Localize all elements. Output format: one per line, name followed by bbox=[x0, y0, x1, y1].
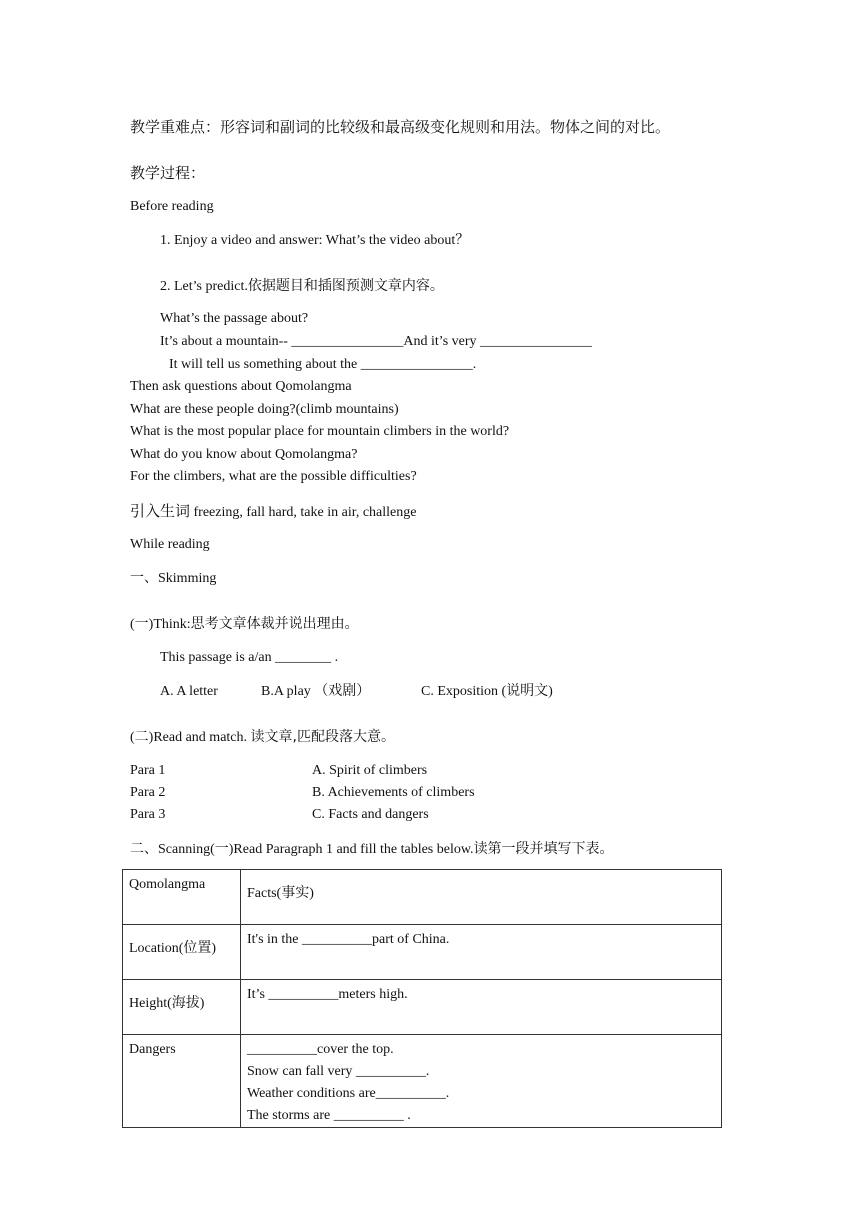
table-header-cell: Qomolangma bbox=[123, 870, 241, 925]
facts-table bbox=[122, 869, 722, 1128]
main-idea: C. Facts and dangers bbox=[312, 807, 429, 822]
think-task bbox=[130, 615, 359, 634]
question-line: What is the most popular place for mountain climbers in the world? bbox=[130, 424, 510, 439]
question-line: Then ask questions about Qomolangma bbox=[130, 379, 352, 394]
table-row bbox=[123, 870, 722, 925]
predict-line-1: What’s the passage about? bbox=[160, 311, 309, 326]
height-value: It’s __________meters high. bbox=[241, 980, 722, 1035]
para-label: Para 3 bbox=[130, 807, 166, 822]
row-label-location: Location(位置) bbox=[123, 925, 241, 980]
para-label: Para 2 bbox=[130, 785, 166, 800]
before-reading-heading: Before reading bbox=[130, 199, 214, 214]
match-task-en: (二)Read and match. bbox=[130, 730, 251, 745]
teaching-focus: 教学重难点：形容词和副词的比较级和最高级变化规则和用法。物体之间的对比。 bbox=[130, 118, 671, 136]
vocabulary-line bbox=[130, 502, 416, 522]
scanning-task bbox=[130, 840, 614, 859]
passage-blank: This passage is a/an ________ . bbox=[160, 650, 339, 665]
skimming-heading: 一、Skimming bbox=[130, 571, 217, 586]
match-task-cn: 读文章,匹配段落大意。 bbox=[250, 729, 395, 745]
option-b: B.A play （戏剧） bbox=[261, 684, 371, 699]
row-label-dangers: Dangers bbox=[123, 1035, 241, 1128]
table-header-cell: Facts(事实) bbox=[241, 870, 722, 925]
match-task bbox=[130, 728, 395, 747]
vocabulary-words: freezing, fall hard, take in air, challenge bbox=[190, 505, 417, 520]
main-idea: A. Spirit of climbers bbox=[312, 763, 428, 778]
question-2 bbox=[160, 277, 444, 296]
question-line: What do you know about Qomolangma? bbox=[130, 447, 358, 462]
question-2-cn: 依据题目和插图预测文章内容。 bbox=[247, 278, 444, 294]
vocabulary-label: 引入生词 bbox=[130, 502, 191, 520]
think-task-en: (一)Think: bbox=[130, 617, 191, 632]
question-line: What are these people doing?(climb mountains) bbox=[130, 402, 399, 417]
question-line: For the climbers, what are the possible difficulties? bbox=[130, 469, 417, 484]
danger-line: __________cover the top. bbox=[247, 1042, 394, 1057]
scanning-task-cn: 读第一段并填写下表。 bbox=[473, 841, 614, 857]
row-label-height: Height(海拔) bbox=[123, 980, 241, 1035]
option-c: C. Exposition (说明文) bbox=[421, 684, 553, 699]
danger-line: The storms are __________ . bbox=[247, 1108, 411, 1123]
danger-line: Snow can fall very __________. bbox=[247, 1064, 430, 1079]
while-reading-heading: While reading bbox=[130, 537, 210, 552]
table-row bbox=[123, 1035, 722, 1128]
table-row bbox=[123, 980, 722, 1035]
question-1: 1. Enjoy a video and answer: What’s the video about？ bbox=[160, 233, 470, 248]
danger-line: Weather conditions are__________. bbox=[247, 1086, 450, 1101]
question-2-en: 2. Let’s predict. bbox=[160, 279, 248, 294]
predict-line-2: It’s about a mountain-- ________________And it’s very ________________ bbox=[160, 334, 593, 349]
think-task-cn: 思考文章体裁并说出理由。 bbox=[190, 616, 359, 632]
predict-line-3: It will tell us something about the ________________. bbox=[169, 357, 477, 372]
main-idea: B. Achievements of climbers bbox=[312, 785, 475, 800]
scanning-task-en: 二、Scanning(一)Read Paragraph 1 and fill the tables below. bbox=[130, 842, 474, 857]
location-value: It's in the __________part of China. bbox=[241, 925, 722, 980]
para-label: Para 1 bbox=[130, 763, 166, 778]
dangers-values bbox=[241, 1035, 722, 1128]
teaching-process-heading: 教学过程： bbox=[130, 164, 206, 182]
option-a: A. A letter bbox=[160, 684, 218, 699]
table-row bbox=[123, 925, 722, 980]
